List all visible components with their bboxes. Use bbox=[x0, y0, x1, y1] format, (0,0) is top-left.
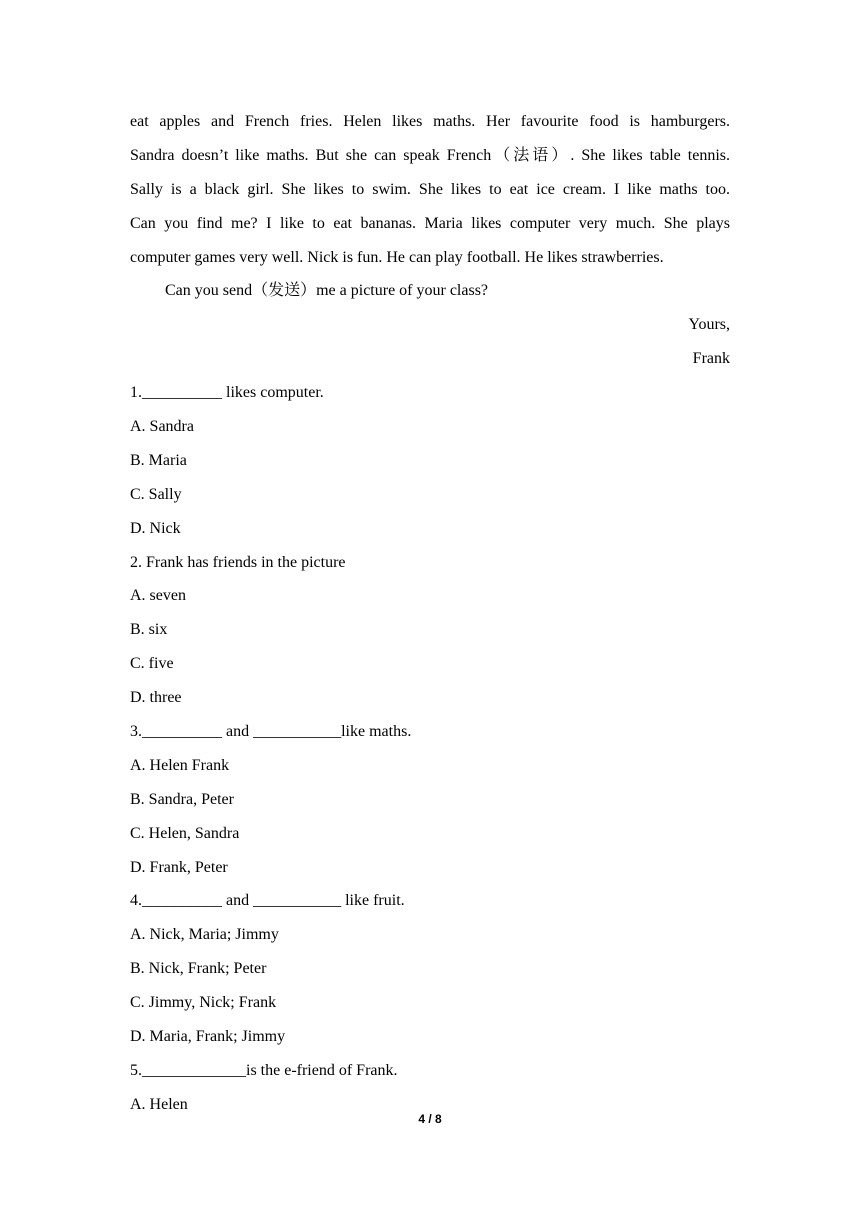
question-stem: 1.__________ likes computer. bbox=[130, 384, 324, 402]
answer-option: C. five bbox=[130, 655, 174, 673]
question-stem: 2. Frank has friends in the picture bbox=[130, 553, 346, 571]
answer-option: C. Jimmy, Nick; Frank bbox=[130, 994, 277, 1012]
answer-option: D. Nick bbox=[130, 519, 181, 537]
page-number: 4 / 8 bbox=[418, 1112, 442, 1126]
answer-option: A. Helen Frank bbox=[130, 756, 230, 774]
passage-line: computer games very well. Nick is fun. He can play football. He likes strawberries. bbox=[130, 248, 664, 266]
answer-option: A. Helen bbox=[130, 1095, 188, 1113]
passage-line: Sally is a black girl. She likes to swim. She likes to eat ice cream. I like maths too. bbox=[130, 180, 730, 198]
sign-off: Yours, bbox=[688, 316, 730, 334]
question-stem: 3.__________ and ___________like maths. bbox=[130, 723, 412, 741]
answer-option: C. Sally bbox=[130, 485, 182, 503]
answer-option: D. Frank, Peter bbox=[130, 858, 228, 876]
answer-option: A. Sandra bbox=[130, 418, 194, 436]
answer-option: B. Nick, Frank; Peter bbox=[130, 960, 267, 978]
answer-option: C. Helen, Sandra bbox=[130, 824, 240, 842]
letter-body bbox=[130, 105, 730, 376]
question-2 bbox=[130, 546, 730, 715]
signature: Frank bbox=[692, 350, 730, 368]
answer-option: B. Maria bbox=[130, 451, 187, 469]
passage-line: Sandra doesn’t like maths. But she can speak French（法语）. She likes table tennis. bbox=[130, 146, 730, 164]
answer-option: B. six bbox=[130, 621, 168, 639]
answer-option: B. Sandra, Peter bbox=[130, 790, 234, 808]
passage-line: Can you find me? I like to eat bananas. Maria likes computer very much. She plays bbox=[130, 214, 730, 232]
question-3 bbox=[130, 715, 730, 884]
question-list bbox=[130, 376, 730, 1122]
page-content bbox=[130, 105, 730, 1122]
question-stem: 5._____________is the e-friend of Frank. bbox=[130, 1061, 398, 1079]
answer-option: A. seven bbox=[130, 587, 186, 605]
question-1 bbox=[130, 376, 730, 545]
answer-option: A. Nick, Maria; Jimmy bbox=[130, 926, 279, 944]
answer-option: D. Maria, Frank; Jimmy bbox=[130, 1028, 286, 1046]
answer-option: D. three bbox=[130, 689, 182, 707]
question-4 bbox=[130, 884, 730, 1053]
closing-line: Can you send（发送）me a picture of your class? bbox=[165, 282, 489, 300]
passage-line: eat apples and French fries. Helen likes maths. Her favourite food is hamburgers. bbox=[130, 113, 730, 130]
question-stem: 4.__________ and ___________ like fruit. bbox=[130, 892, 405, 910]
